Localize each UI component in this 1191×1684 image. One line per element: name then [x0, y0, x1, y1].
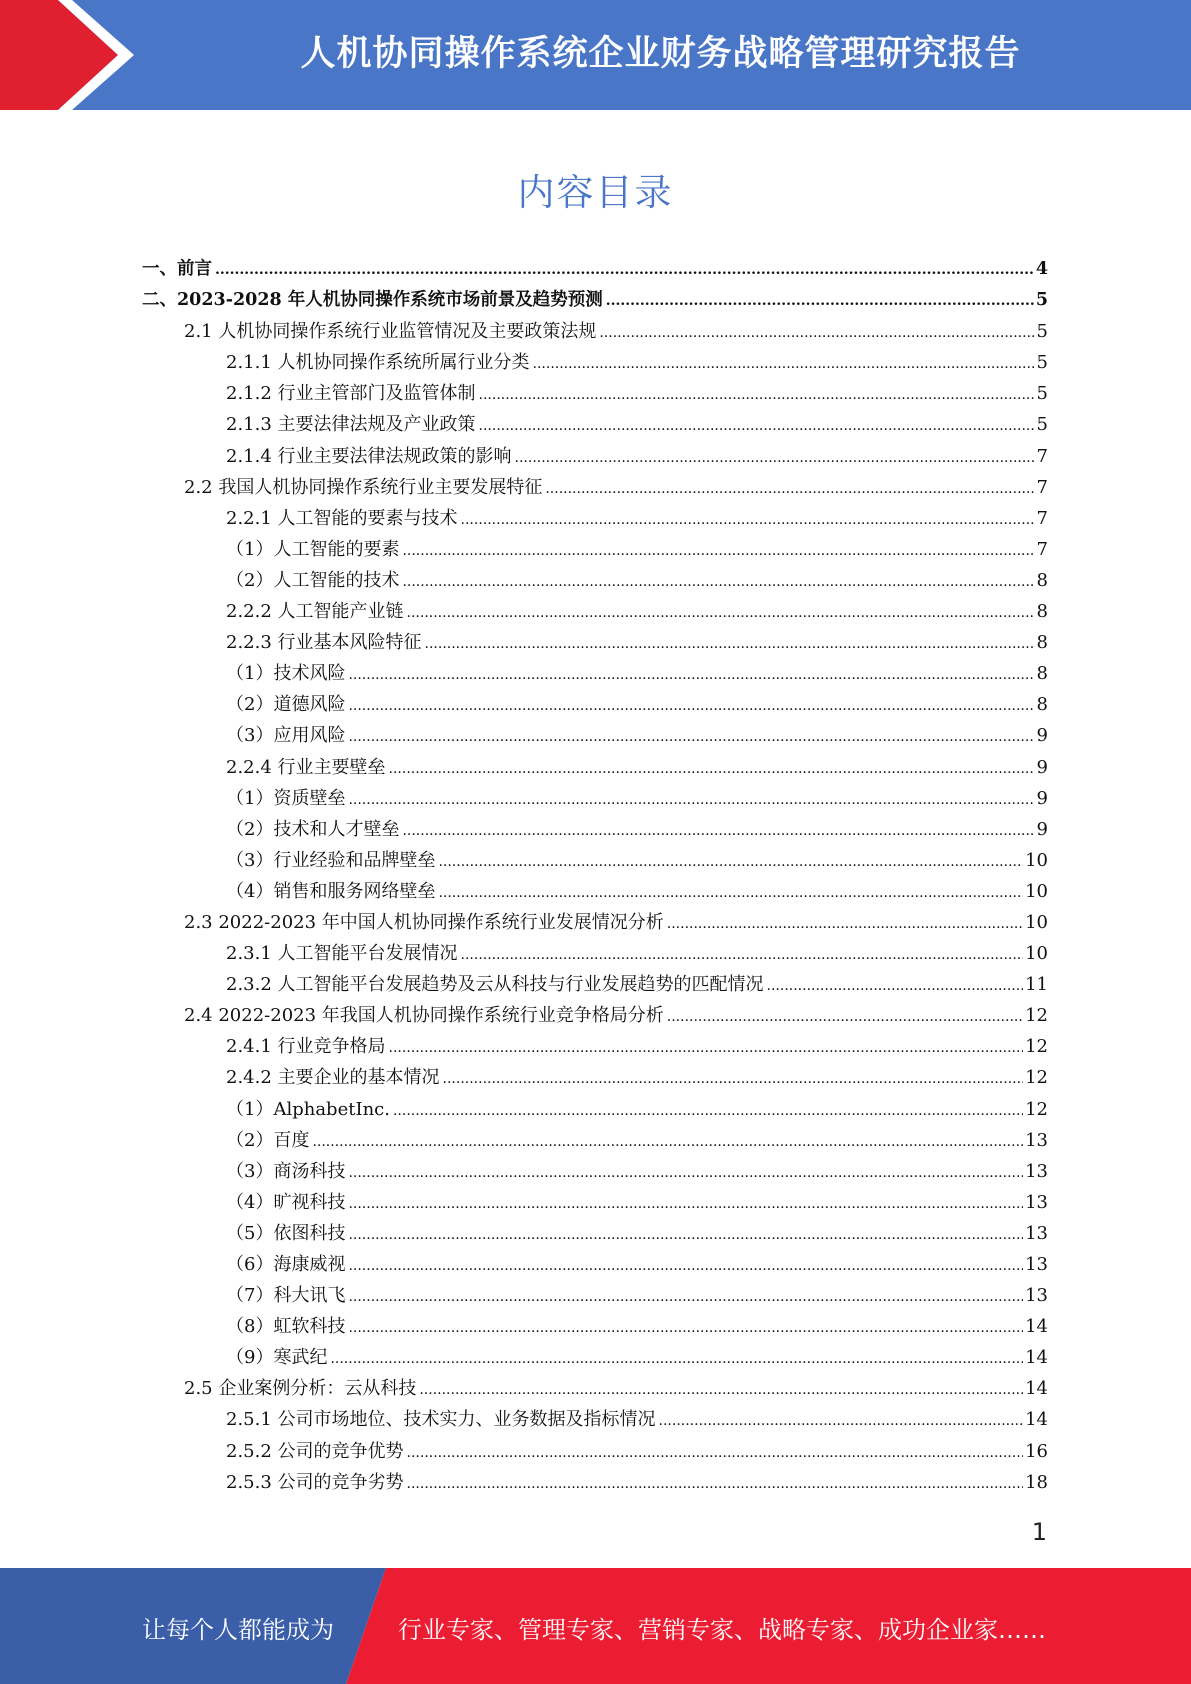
toc-entry-page: 16: [1025, 1440, 1048, 1462]
toc-dot-leader: [461, 940, 1024, 971]
toc-entry-page: 8: [1036, 569, 1048, 591]
toc-title: 内容目录: [517, 171, 674, 214]
toc-entry-label: 2.1.4 行业主要法律法规政策的影响: [226, 445, 512, 467]
toc-dot-leader: [348, 785, 1034, 816]
toc-entry-label: 2.3.1 人工智能平台发展情况: [226, 943, 458, 965]
toc-entry-page: 14: [1025, 1378, 1048, 1400]
toc-entry[interactable]: [142, 565, 1048, 596]
toc-dot-leader: [348, 1282, 1023, 1313]
toc-entry-page: 14: [1025, 1347, 1048, 1369]
toc-dot-leader: [461, 505, 1035, 536]
toc-entry-page: 18: [1025, 1471, 1048, 1493]
footer-slogan-left: 让每个人都能成为: [142, 1616, 334, 1644]
toc-entry-label: 2.1 人机协同操作系统行业监管情况及主要政策法规: [184, 321, 597, 343]
toc-dot-leader: [348, 691, 1034, 722]
toc-dot-leader: [438, 847, 1023, 878]
toc-entry-label: 2.2 我国人机协同操作系统行业主要发展特征: [184, 476, 543, 498]
toc-entry-page: 13: [1025, 1222, 1048, 1244]
toc-dot-leader: [348, 660, 1034, 691]
toc-entry-page: 13: [1025, 1191, 1048, 1213]
toc-dot-leader: [606, 286, 1034, 317]
toc-entry-page: 5: [1036, 383, 1048, 405]
toc-entry[interactable]: [142, 1436, 1048, 1467]
toc-entry-page: 12: [1025, 1005, 1048, 1027]
toc-entry[interactable]: [142, 1404, 1048, 1435]
toc-entry[interactable]: [142, 285, 1048, 316]
toc-entry-label: （2）道德风险: [226, 694, 346, 716]
toc-entry-page: 13: [1025, 1285, 1048, 1307]
toc-dot-leader: [443, 1064, 1024, 1095]
page-header-banner: [0, 0, 1191, 110]
toc-entry-page: 5: [1036, 352, 1048, 374]
toc-entry-page: 9: [1036, 756, 1048, 778]
toc-entry[interactable]: [142, 658, 1048, 689]
toc-entry-label: 2.2.2 人工智能产业链: [226, 601, 404, 623]
toc-entry-page: 10: [1025, 911, 1048, 933]
table-of-contents: [142, 254, 1048, 1498]
toc-dot-leader: [389, 754, 1035, 785]
toc-entry-label: 2.5.2 公司的竞争优势: [226, 1440, 404, 1462]
toc-entry-page: 14: [1025, 1316, 1048, 1338]
toc-entry[interactable]: [142, 1249, 1048, 1280]
toc-entry[interactable]: [142, 503, 1048, 534]
toc-entry-label: （9）寒武纪: [226, 1347, 328, 1369]
toc-dot-leader: [407, 1469, 1024, 1500]
toc-entry[interactable]: [142, 441, 1048, 472]
toc-dot-leader: [438, 878, 1023, 909]
toc-entry-page: 7: [1036, 445, 1048, 467]
toc-dot-leader: [533, 349, 1035, 380]
toc-entry-label: 2.4.2 主要企业的基本情况: [226, 1067, 440, 1089]
toc-entry-page: 8: [1036, 601, 1048, 623]
toc-dot-leader: [348, 1158, 1023, 1189]
toc-entry[interactable]: [142, 783, 1048, 814]
toc-entry[interactable]: [142, 876, 1048, 907]
toc-entry-page: 11: [1025, 974, 1048, 996]
toc-entry-label: （1）人工智能的要素: [226, 538, 400, 560]
toc-entry-page: 10: [1025, 880, 1048, 902]
toc-dot-leader: [402, 567, 1034, 598]
toc-entry[interactable]: [142, 720, 1048, 751]
toc-entry-page: 7: [1036, 476, 1048, 498]
report-title: 人机协同操作系统企业财务战略管理研究报告: [300, 34, 1021, 74]
toc-entry[interactable]: [142, 472, 1048, 503]
toc-dot-leader: [348, 1251, 1023, 1282]
page-footer-banner: [0, 1568, 1191, 1684]
toc-entry-page: 4: [1035, 259, 1048, 279]
toc-entry-page: 5: [1036, 414, 1048, 436]
toc-entry[interactable]: [142, 1156, 1048, 1187]
toc-dot-leader: [393, 1096, 1023, 1127]
toc-entry-page: 8: [1036, 694, 1048, 716]
toc-entry-label: （7）科大讯飞: [226, 1285, 346, 1307]
toc-entry-page: 8: [1036, 632, 1048, 654]
toc-entry-page: 7: [1036, 538, 1048, 560]
toc-dot-leader: [312, 1127, 1023, 1158]
toc-entry[interactable]: [142, 627, 1048, 658]
toc-dot-leader: [348, 1189, 1023, 1220]
toc-entry[interactable]: [142, 316, 1048, 347]
toc-dot-leader: [348, 1313, 1023, 1344]
toc-entry-label: （2）技术和人才壁垒: [226, 818, 400, 840]
toc-dot-leader: [402, 536, 1034, 567]
toc-entry[interactable]: [142, 1094, 1048, 1125]
toc-entry-label: （3）行业经验和品牌壁垒: [226, 849, 436, 871]
toc-entry-label: （4）销售和服务网络壁垒: [226, 880, 436, 902]
toc-entry-page: 12: [1025, 1098, 1048, 1120]
toc-dot-leader: [348, 1220, 1023, 1251]
toc-entry[interactable]: [142, 1373, 1048, 1404]
toc-dot-leader: [215, 255, 1034, 286]
toc-entry-label: 2.2.3 行业基本风险特征: [226, 632, 422, 654]
toc-entry-label: 二、2023-2028 年人机协同操作系统市场前景及趋势预测: [142, 290, 603, 311]
toc-entry[interactable]: [142, 969, 1048, 1000]
toc-dot-leader: [767, 971, 1024, 1002]
toc-entry-label: （3）应用风险: [226, 725, 346, 747]
toc-entry[interactable]: [142, 1031, 1048, 1062]
toc-entry-label: 2.1.1 人机协同操作系统所属行业分类: [226, 352, 530, 374]
toc-entry[interactable]: [142, 1125, 1048, 1156]
toc-entry-page: 7: [1036, 507, 1048, 529]
toc-entry-label: （2）人工智能的技术: [226, 569, 400, 591]
toc-entry-label: 2.5.3 公司的竞争劣势: [226, 1471, 404, 1493]
toc-entry-page: 9: [1036, 787, 1048, 809]
toc-entry[interactable]: [142, 1467, 1048, 1498]
toc-entry[interactable]: [142, 534, 1048, 565]
toc-dot-leader: [599, 318, 1034, 349]
toc-entry-label: （8）虹软科技: [226, 1316, 346, 1338]
toc-entry[interactable]: [142, 1280, 1048, 1311]
toc-entry[interactable]: [142, 347, 1048, 378]
toc-entry-label: 2.1.2 行业主管部门及监管体制: [226, 383, 476, 405]
toc-dot-leader: [402, 816, 1034, 847]
toc-dot-leader: [479, 380, 1035, 411]
toc-entry-label: （5）依图科技: [226, 1222, 346, 1244]
toc-entry[interactable]: [142, 409, 1048, 440]
toc-entry[interactable]: [142, 1342, 1048, 1373]
toc-dot-leader: [659, 1406, 1024, 1437]
toc-dot-leader: [425, 629, 1035, 660]
toc-entry[interactable]: [142, 907, 1048, 938]
toc-dot-leader: [545, 474, 1034, 505]
toc-entry-label: （2）百度: [226, 1129, 310, 1151]
toc-dot-leader: [389, 1033, 1024, 1064]
toc-entry-label: （1）资质壁垒: [226, 787, 346, 809]
toc-dot-leader: [348, 722, 1034, 753]
toc-entry[interactable]: [142, 938, 1048, 969]
toc-dot-leader: [330, 1344, 1023, 1375]
toc-entry[interactable]: [142, 378, 1048, 409]
toc-entry-label: 2.5 企业案例分析：云从科技: [184, 1378, 417, 1400]
toc-entry-page: 9: [1036, 725, 1048, 747]
toc-dot-leader: [667, 1002, 1023, 1033]
toc-entry-label: （3）商汤科技: [226, 1160, 346, 1182]
toc-entry-page: 10: [1025, 849, 1048, 871]
toc-entry-label: （1）技术风险: [226, 663, 346, 685]
toc-entry-page: 12: [1025, 1036, 1048, 1058]
toc-dot-leader: [515, 443, 1035, 474]
toc-entry-page: 10: [1025, 943, 1048, 965]
toc-entry[interactable]: [142, 1311, 1048, 1342]
toc-entry-page: 13: [1025, 1129, 1048, 1151]
toc-entry-page: 8: [1036, 663, 1048, 685]
toc-entry-page: 12: [1025, 1067, 1048, 1089]
toc-entry[interactable]: [142, 1187, 1048, 1218]
toc-entry-label: 2.4 2022-2023 年我国人机协同操作系统行业竞争格局分析: [184, 1005, 664, 1027]
toc-dot-leader: [419, 1375, 1023, 1406]
toc-entry-label: 2.5.1 公司市场地位、技术实力、业务数据及指标情况: [226, 1409, 656, 1431]
toc-entry-page: 5: [1036, 321, 1048, 343]
toc-entry[interactable]: [142, 1218, 1048, 1249]
toc-entry[interactable]: [142, 752, 1048, 783]
toc-entry[interactable]: [142, 254, 1048, 285]
toc-entry-label: 2.2.1 人工智能的要素与技术: [226, 507, 458, 529]
toc-entry-label: （1）AlphabetInc.: [226, 1098, 390, 1120]
toc-entry[interactable]: [142, 596, 1048, 627]
toc-entry-label: 2.2.4 行业主要壁垒: [226, 756, 386, 778]
toc-entry-page: 9: [1036, 818, 1048, 840]
toc-entry-label: 2.4.1 行业竞争格局: [226, 1036, 386, 1058]
toc-entry-page: 5: [1035, 290, 1048, 311]
toc-entry[interactable]: [142, 689, 1048, 720]
toc-dot-leader: [479, 411, 1035, 442]
toc-dot-leader: [407, 1438, 1024, 1469]
toc-dot-leader: [407, 598, 1035, 629]
footer-slogan-right: 行业专家、管理专家、营销专家、战略专家、成功企业家……: [398, 1616, 1046, 1644]
toc-entry-label: 2.3 2022-2023 年中国人机协同操作系统行业发展情况分析: [184, 911, 664, 933]
toc-entry-page: 13: [1025, 1254, 1048, 1275]
toc-entry-label: （4）旷视科技: [226, 1191, 346, 1213]
toc-entry-page: 14: [1025, 1409, 1048, 1431]
toc-entry-label: 2.3.2 人工智能平台发展趋势及云从科技与行业发展趋势的匹配情况: [226, 974, 764, 996]
toc-entry[interactable]: [142, 845, 1048, 876]
page-number: 1: [1031, 1518, 1047, 1546]
toc-entry-label: 一、前言: [142, 259, 212, 279]
toc-entry-label: （6）海康威视: [226, 1254, 346, 1275]
toc-entry[interactable]: [142, 814, 1048, 845]
toc-entry-label: 2.1.3 主要法律法规及产业政策: [226, 414, 476, 436]
toc-entry[interactable]: [142, 1000, 1048, 1031]
toc-dot-leader: [667, 909, 1023, 940]
toc-entry[interactable]: [142, 1062, 1048, 1093]
toc-entry-page: 13: [1025, 1160, 1048, 1182]
